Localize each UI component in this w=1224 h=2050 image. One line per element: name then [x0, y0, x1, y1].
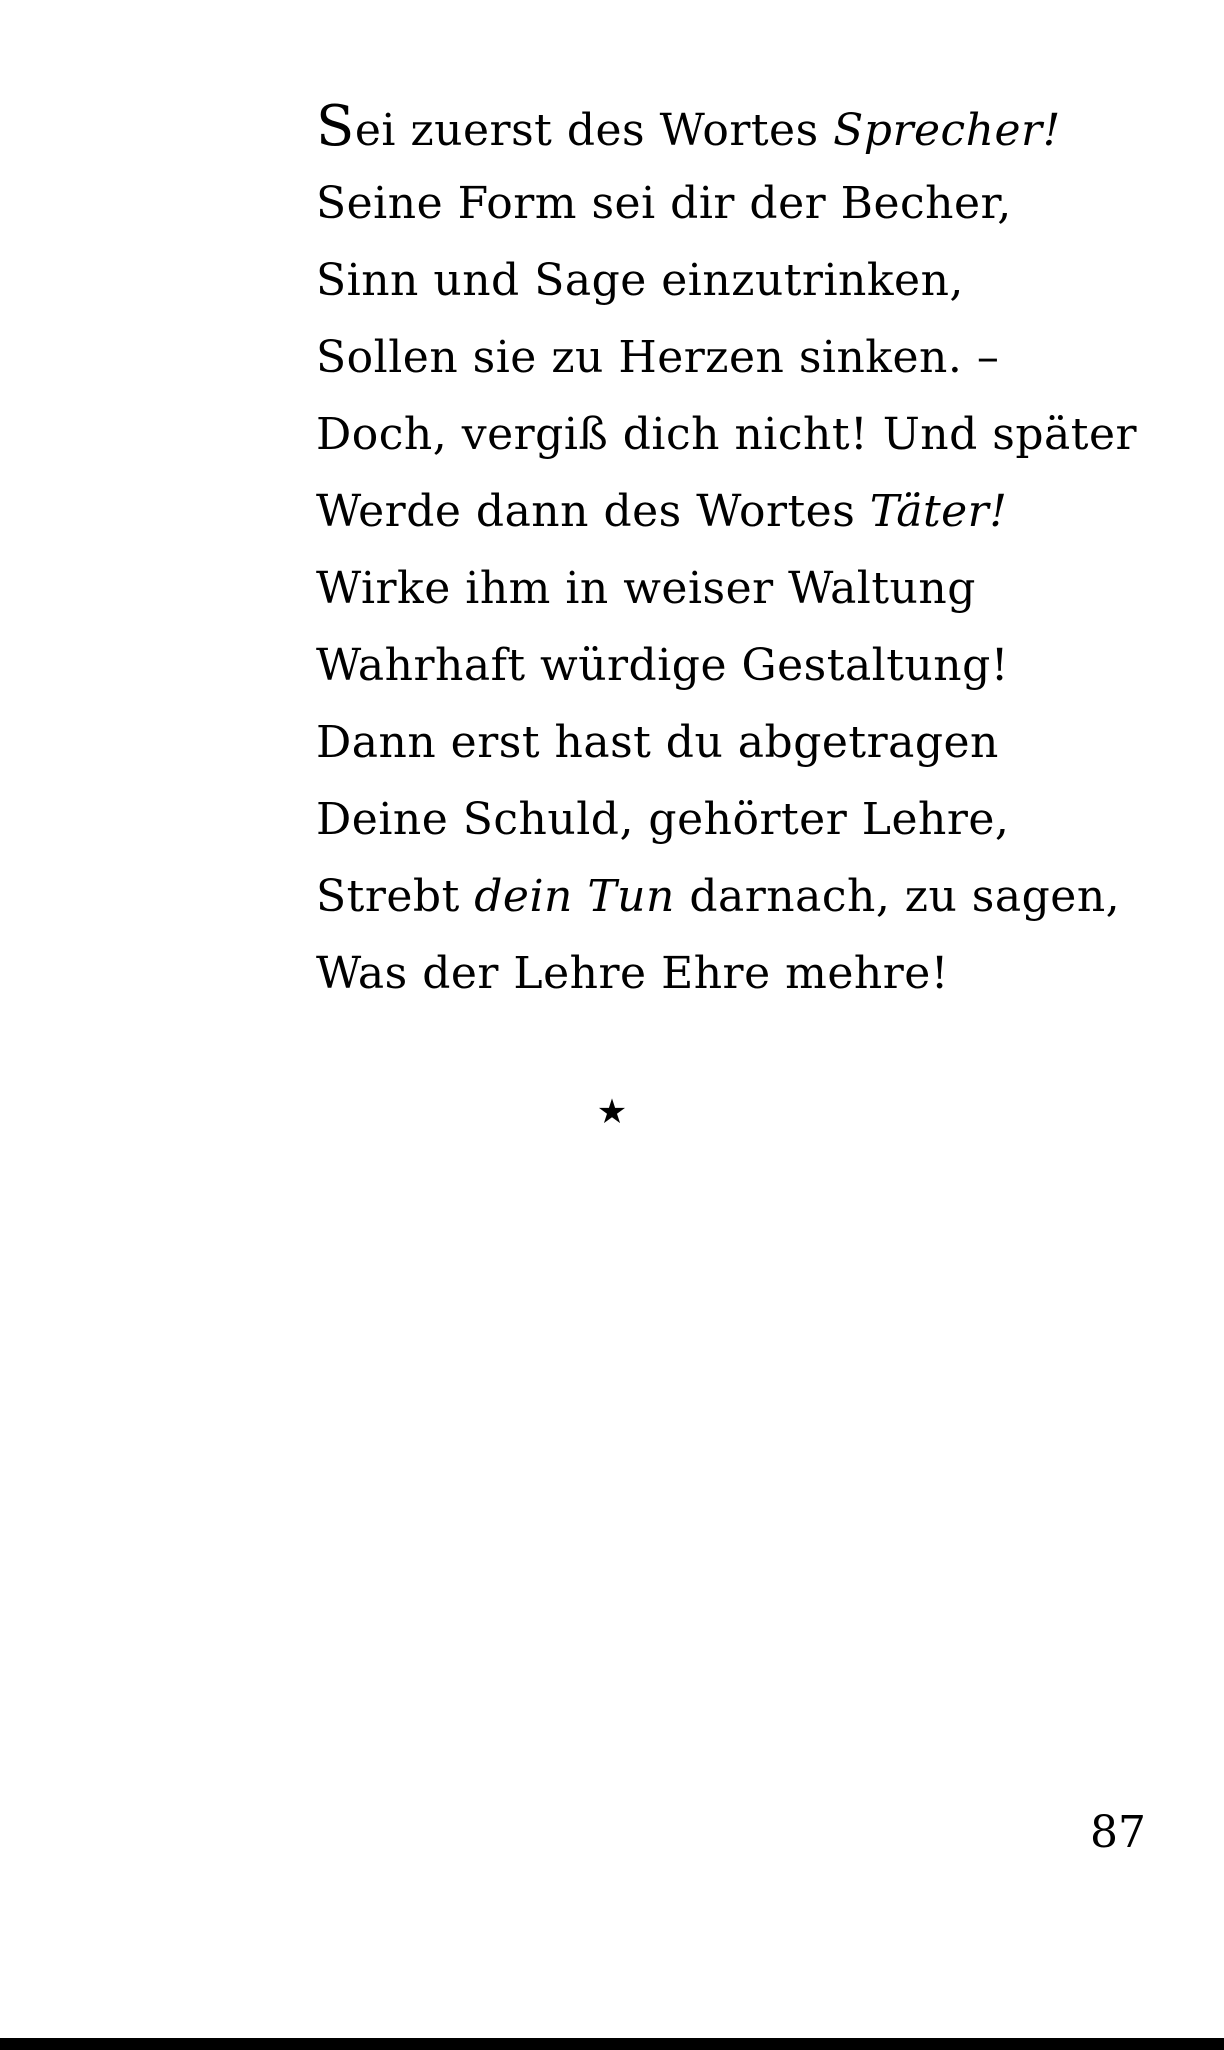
line-text: Was der Lehre Ehre mehre!	[316, 948, 949, 999]
line-text: Wahrhaft würdige Gestaltung!	[316, 640, 1009, 691]
poem-line	[316, 627, 1196, 704]
poem-line	[316, 396, 1196, 473]
page-edge-rule	[0, 2038, 1224, 2050]
poem-line	[316, 88, 1196, 165]
line-text: Deine Schuld, gehörter Lehre,	[316, 794, 1010, 845]
line-text: Dann erst hast du abgetragen	[316, 717, 999, 768]
line-text: Werde dann des Wortes	[316, 486, 870, 537]
page-number: 87	[1090, 1807, 1146, 1858]
emphasized-text: Sprecher!	[833, 105, 1061, 156]
line-text: ei zuerst des Wortes	[354, 105, 834, 156]
poem-line	[316, 165, 1196, 242]
line-text: Strebt	[316, 871, 475, 922]
emphasized-text: Täter!	[869, 486, 1008, 537]
poem-line	[316, 935, 1196, 1012]
poem-line	[316, 319, 1196, 396]
poem-line	[316, 781, 1196, 858]
poem	[316, 88, 1196, 1012]
poem-line	[316, 858, 1196, 935]
poem-line	[316, 473, 1196, 550]
line-text: Doch, vergiß dich nicht! Und später	[316, 409, 1138, 460]
line-text: Wirke ihm in weiser Waltung	[316, 563, 976, 614]
emphasized-text: dein Tun	[474, 871, 675, 922]
line-text: Seine Form sei dir der Becher,	[316, 178, 1012, 229]
star-separator-icon: ★	[596, 1092, 628, 1132]
poem-line	[316, 242, 1196, 319]
line-text: Sinn und Sage einzutrinken,	[316, 255, 964, 306]
line-text: darnach, zu sagen,	[674, 871, 1121, 922]
line-text: Sollen sie zu Herzen sinken. –	[316, 332, 1000, 383]
initial-capital: S	[316, 94, 355, 159]
poem-line	[316, 550, 1196, 627]
poem-line	[316, 704, 1196, 781]
